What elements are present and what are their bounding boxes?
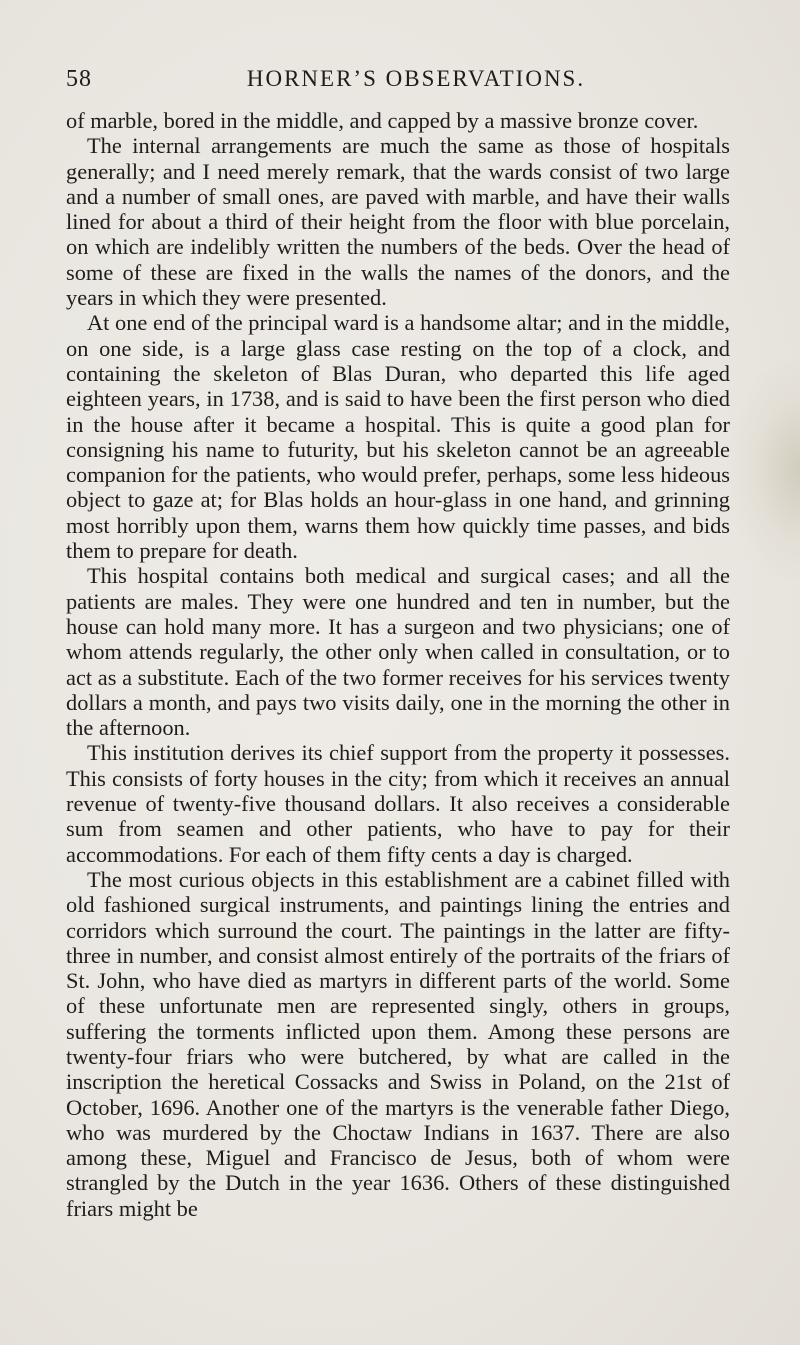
paragraph-internal-arrangements: The internal arrangements are much the same as those of hospitals generally; and I need merely remark, that the wards consist of two large and a number of small ones, are paved with marble, and have their walls lined for about a third of their height from the floor with blue porcelain, on which are indelibly written the numbers of the beds. Over the head of some of these are fixed in the walls the names of the donors, and the years in which they were presented. (66, 133, 730, 311)
page-header (66, 62, 726, 98)
paragraph-continuation: of marble, bored in the middle, and capped by a massive bronze cover. (66, 108, 699, 133)
page-number: 58 (66, 66, 92, 92)
paragraph-curious-objects: The most curious objects in this establishment are a cabinet filled with old fashioned surgical instruments, and paintings lining the entries and corridors which surround the court. The paintings in the latter are fifty-three in number, and consist almost entirely of the portraits of the friars of St. John, who have died as martyrs in different parts of the world. Some of these unfortunate men are represented singly, others in groups, suffering the torments inflicted upon them. Among these persons are twenty-four friars who were butchered, by what are called in the inscription the heretical Cossacks and Swiss in Poland, on the 21st of October, 1696. Another one of the martyrs is the venerable father Diego, who was murdered by the Choctaw Indians in 1637. There are also among these, Miguel and Francisco de Jesus, both of whom were strangled by the Dutch in the year 1636. Others of these distinguished friars might be (66, 866, 730, 1221)
page-edge-stain (730, 360, 800, 580)
paragraph-principal-ward: At one end of the principal ward is a handsome altar; and in the middle, on one side, is a large glass case resting on the top of a clock, and containing the skeleton of Blas Duran, who departed this life aged eighteen years, in 1738, and is said to have been the first person who died in the house after it became a hospital. This is quite a good plan for consigning his name to futurity, but his skeleton cannot be an agreeable companion for the patients, who would prefer, perhaps, some less hideous object to gaze at; for Blas holds an hour-glass in one hand, and grinning most horribly upon them, warns them how quickly time passes, and bids them to prepare for death. (66, 310, 730, 564)
paragraph-medical-cases: This hospital contains both medical and surgical cases; and all the patients are males. They were one hundred and ten in number, but the house can hold many more. It has a surgeon and two physicians; one of whom attends regularly, the other only when called in consultation, or to act as a substitute. Each of the two former receives for his services twenty dollars a month, and pays two visits daily, one in the morning the other in the afternoon. (66, 563, 730, 741)
running-head: HORNER’S OBSERVATIONS. (246, 66, 586, 91)
body-text (66, 108, 730, 1221)
paragraph-support: This institution derives its chief support from the property it possesses. This consists of forty houses in the city; from which it receives an annual revenue of twenty-five thousand dollars. It also receives a considerable sum from seamen and other patients, who have to pay for their accommodations. For each of them fifty cents a day is charged. (66, 740, 730, 867)
